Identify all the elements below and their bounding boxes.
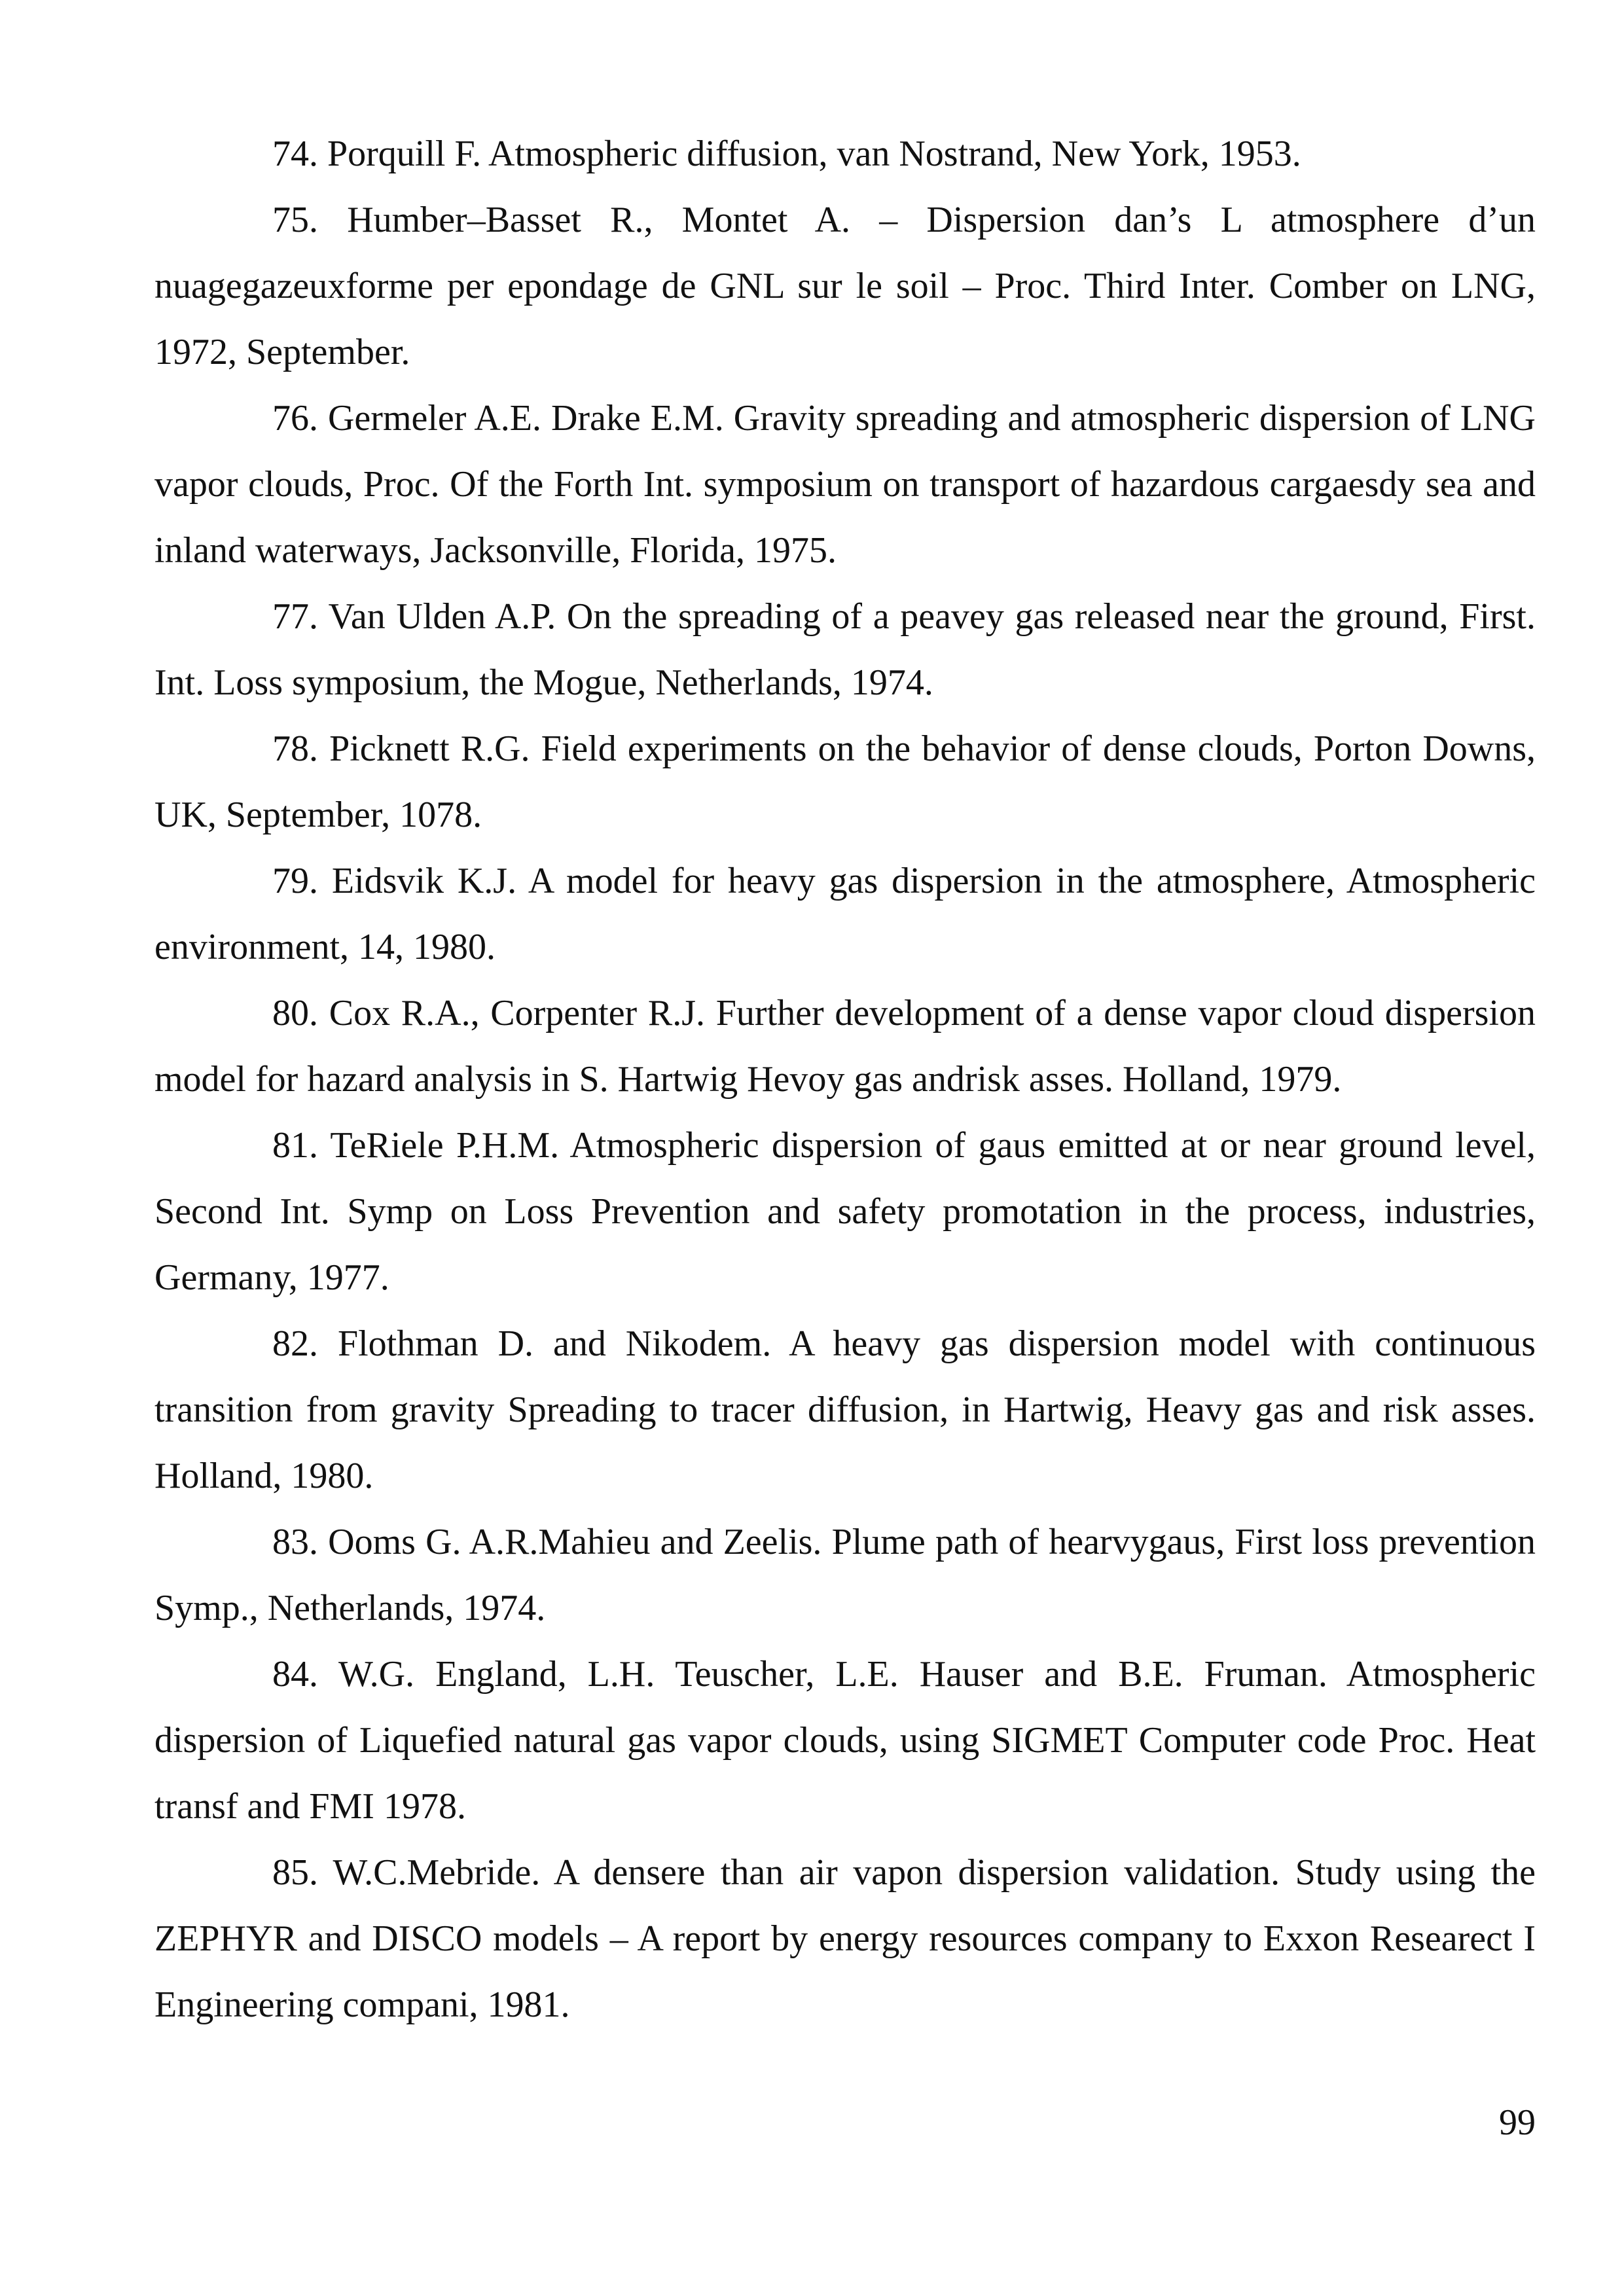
reference-74: 74. Porquill F. Atmospheric diffusion, van Nostrand, New York, 1953. — [272, 134, 1301, 174]
reference-76: 76. Germeler A.E. Drake E.M. Gravity spreading and atmospheric dispersion of LNG vapor clouds, Proc. Of the Forth Int. symposium on transport of hazardous cargaesdy sea and inland waterways, Jacksonville, Florida, 1975. — [154, 398, 1536, 571]
reference-84: 84. W.G. England, L.H. Teuscher, L.E. Hauser and B.E. Fruman. Atmospheric dispersion of Liquefied natural gas vapor clouds, using SIGMET Computer code Proc. Heat transf and FMI 1978. — [154, 1654, 1536, 1827]
reference-75: 75. Humber–Basset R., Montet A. – Dispersion dan’s L atmosphere d’un nuagegazeuxforme per epondage de GNL sur le soil – Proc. Third Inter. Comber on LNG, 1972, September. — [154, 200, 1536, 372]
reference-79: 79. Eidsvik K.J. A model for heavy gas dispersion in the atmosphere, Atmospheric environment, 14, 1980. — [154, 861, 1536, 967]
reference-83: 83. Ooms G. A.R.Mahieu and Zeelis. Plume path of hearvygaus, First loss prevention Symp., Netherlands, 1974. — [154, 1522, 1536, 1628]
reference-81: 81. TeRiele P.H.M. Atmospheric dispersion of gaus emitted at or near ground level, Second Int. Symp on Loss Prevention and safety promotation in the process, industries, Germany, 1977. — [154, 1125, 1536, 1298]
reference-77: 77. Van Ulden A.P. On the spreading of a peavey gas released near the ground, First. Int. Loss symposium, the Mogue, Netherlands, 1974. — [154, 596, 1536, 703]
reference-80: 80. Cox R.A., Corpenter R.J. Further development of a dense vapor cloud dispersion model for hazard analysis in S. Hartwig Hevoy gas andrisk asses. Holland, 1979. — [154, 993, 1536, 1100]
reference-85: 85. W.C.Mebride. A densere than air vapon dispersion validation. Study using the ZEPHYR and DISCO models – A report by energy resources company to Exxon Researect I Engineering compani, 1981. — [154, 1852, 1536, 2025]
reference-78: 78. Picknett R.G. Field experiments on the behavior of dense clouds, Porton Downs, UK, September, 1078. — [154, 728, 1536, 835]
reference-82: 82. Flothman D. and Nikodem. A heavy gas dispersion model with continuous transition from gravity Spreading to tracer diffusion, in Hartwig, Heavy gas and risk asses. Holland, 1980. — [154, 1323, 1536, 1496]
page-number: 99 — [1499, 2102, 1536, 2143]
reference-list — [154, 121, 1536, 2038]
